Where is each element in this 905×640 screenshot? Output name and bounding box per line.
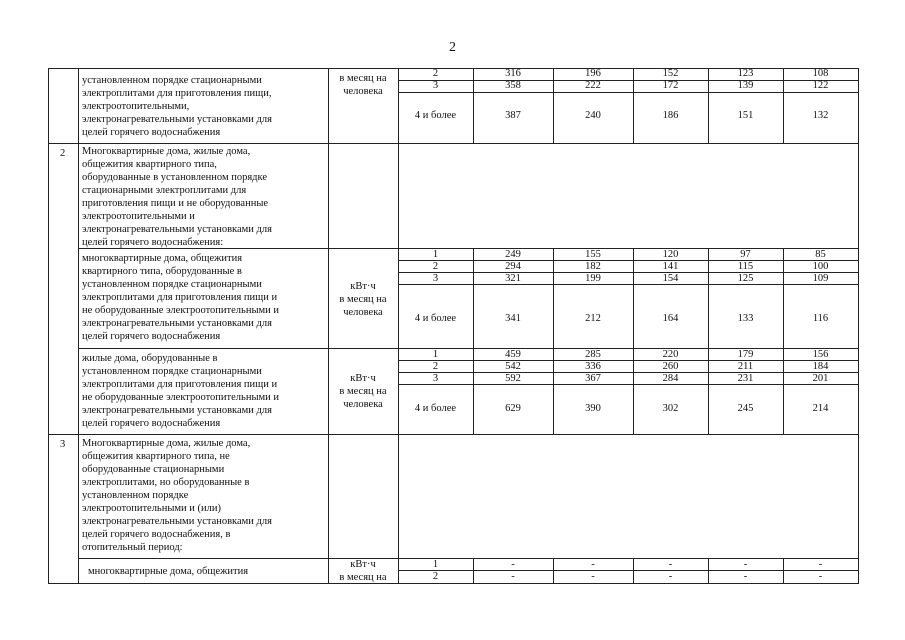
value-cell: 132 <box>812 110 829 121</box>
value-cell: 459 <box>505 349 521 360</box>
rooms-cell: 1 <box>432 559 439 570</box>
text-line: не оборудованные электроотопительными и <box>82 305 280 316</box>
rooms-cell: 1 <box>432 349 439 360</box>
value-cell: 390 <box>585 403 601 414</box>
unit-line: человека <box>343 307 383 318</box>
value-cell: - <box>818 571 823 582</box>
text-line: электроплитами для приготовления пищи, <box>82 88 272 99</box>
section-2-sub2-description <box>82 352 279 430</box>
text-line: целей горячего водоснабжения: <box>82 237 224 248</box>
rooms-cell: 2 <box>432 571 439 582</box>
value-cell: 316 <box>505 68 521 79</box>
value-cell: 249 <box>505 249 521 260</box>
text-line: электроотопительными, <box>82 101 190 112</box>
value-cell: 186 <box>662 110 679 121</box>
value-cell: 321 <box>505 273 521 284</box>
value-cell: - <box>668 571 673 582</box>
value-cell: 182 <box>585 261 601 272</box>
text-line: установленном порядке стационарными <box>82 279 262 290</box>
text-line: установленном порядке <box>82 490 189 501</box>
value-cell: 201 <box>812 373 829 384</box>
value-cell: 367 <box>585 373 601 384</box>
text-line: установленном порядке стационарными <box>82 75 262 86</box>
text-line: многоквартирные дома, общежития <box>82 253 243 264</box>
rooms-cell: 3 <box>432 273 439 284</box>
value-cell: 115 <box>737 261 754 272</box>
value-cell: 211 <box>737 361 754 372</box>
rooms-cell: 2 <box>432 68 439 79</box>
value-cell: 592 <box>505 373 521 384</box>
rooms-cell: 4 и более <box>414 110 457 121</box>
value-cell: 260 <box>662 361 679 372</box>
value-cell: 116 <box>812 313 829 324</box>
value-cell: 139 <box>737 80 754 91</box>
rooms-cell: 3 <box>432 373 439 384</box>
value-cell: 155 <box>585 249 601 260</box>
unit-line: в месяц на <box>339 294 387 305</box>
value-cell: 179 <box>737 349 754 360</box>
text-line: отопительный период: <box>82 542 183 553</box>
text-line: приготовления пищи и не оборудованные <box>82 198 269 209</box>
value-cell: 156 <box>812 349 829 360</box>
value-cell: 196 <box>585 68 601 79</box>
value-cell: 151 <box>737 110 754 121</box>
value-cell: 358 <box>505 80 521 91</box>
text-line: не оборудованные электроотопительными и <box>82 392 280 403</box>
value-cell: 336 <box>585 361 601 372</box>
value-cell: 245 <box>737 403 754 414</box>
value-cell: 125 <box>737 273 754 284</box>
text-line: жилые дома, оборудованные в <box>82 353 218 364</box>
value-cell: 141 <box>662 261 679 272</box>
value-cell: 629 <box>505 403 521 414</box>
value-cell: 164 <box>662 313 679 324</box>
section-2-sub2-unit <box>328 372 398 411</box>
value-cell: 85 <box>815 249 826 260</box>
rooms-cell: 4 и более <box>414 313 457 324</box>
section-2-sub1-unit <box>328 280 398 319</box>
value-cell: - <box>591 559 595 570</box>
value-cell: - <box>818 559 823 570</box>
continued-unit <box>328 72 398 98</box>
text-line: целей горячего водоснабжения <box>82 127 221 138</box>
value-cell: 542 <box>505 361 521 372</box>
text-line: электронагревательными установками для <box>82 405 272 416</box>
text-line: электроплитами, но оборудованные в <box>82 477 250 488</box>
text-line: электронагревательными установками для <box>82 318 272 329</box>
tariff-table <box>48 68 859 584</box>
text-line: Многоквартирные дома, жилые дома, <box>82 146 251 157</box>
section-2-number: 2 <box>60 148 66 159</box>
text-line: электроплитами для приготовления пищи и <box>82 292 278 303</box>
unit-line: кВт·ч <box>350 373 376 384</box>
text-line: целей горячего водоснабжения <box>82 418 221 429</box>
value-cell: 97 <box>740 249 751 260</box>
section-3-sub1-description <box>88 565 248 578</box>
value-cell: 240 <box>585 110 601 121</box>
value-cell: - <box>743 571 748 582</box>
unit-line: человека <box>343 86 383 97</box>
value-cell: 184 <box>812 361 829 372</box>
rooms-cell: 2 <box>432 361 439 372</box>
value-cell: - <box>511 559 515 570</box>
value-cell: - <box>743 559 748 570</box>
value-cell: 214 <box>812 403 829 414</box>
section-2-sub1-description <box>82 252 279 343</box>
value-cell: - <box>591 571 595 582</box>
section-3-description <box>82 437 272 554</box>
text-line: целей горячего водоснабжения, в <box>82 529 231 540</box>
value-cell: 387 <box>505 110 521 121</box>
value-cell: 100 <box>812 261 829 272</box>
text-line: электроплитами для приготовления пищи и <box>82 379 278 390</box>
value-cell: 199 <box>585 273 601 284</box>
rooms-cell: 4 и более <box>414 403 457 414</box>
value-cell: 294 <box>505 261 521 272</box>
value-cell: 123 <box>737 68 754 79</box>
rooms-cell: 2 <box>432 261 439 272</box>
rooms-cell: 3 <box>432 80 439 91</box>
text-line: электроотопительными и (или) <box>82 503 222 514</box>
text-line: электронагревательными установками для <box>82 516 272 527</box>
text-line: электронагревательными установками для <box>82 114 272 125</box>
text-line: оборудованные в установленном порядке <box>82 172 268 183</box>
value-cell: 109 <box>812 273 829 284</box>
value-cell: 284 <box>662 373 679 384</box>
value-cell: 108 <box>812 68 829 79</box>
value-cell: 231 <box>737 373 754 384</box>
text-line: квартирного типа, оборудованные в <box>82 266 242 277</box>
value-cell: 122 <box>812 80 829 91</box>
unit-line: в месяц на <box>339 572 387 583</box>
value-cell: 120 <box>662 249 679 260</box>
value-cell: 154 <box>662 273 679 284</box>
text-line: Многоквартирные дома, жилые дома, <box>82 438 251 449</box>
unit-line: кВт·ч <box>350 559 376 570</box>
value-cell: 222 <box>585 80 601 91</box>
text-line: электронагревательными установками для <box>82 224 272 235</box>
text-line: стационарными электроплитами для <box>82 185 247 196</box>
text-line: электроотопительными и <box>82 211 195 222</box>
section-2-description <box>82 145 272 249</box>
text-line: оборудованные стационарными <box>82 464 225 475</box>
unit-line: в месяц на <box>339 386 387 397</box>
rooms-cell: 1 <box>432 249 439 260</box>
text-line: общежития квартирного типа, <box>82 159 217 170</box>
value-cell: - <box>511 571 515 582</box>
text-line: целей горячего водоснабжения <box>82 331 221 342</box>
continued-description <box>82 74 272 139</box>
unit-line: в месяц на <box>339 73 387 84</box>
value-cell: 212 <box>585 313 601 324</box>
text-line: установленном порядке стационарными <box>82 366 262 377</box>
unit-line: кВт·ч <box>350 281 376 292</box>
value-cell: 341 <box>505 313 521 324</box>
unit-line: человека <box>343 399 383 410</box>
text-line: многоквартирные дома, общежития <box>88 566 249 577</box>
value-cell: 133 <box>737 313 754 324</box>
value-cell: 172 <box>662 80 679 91</box>
value-cell: 302 <box>662 403 679 414</box>
value-cell: 285 <box>585 349 601 360</box>
value-cell: 152 <box>662 68 679 79</box>
page-number: 2 <box>449 40 456 55</box>
text-line: общежития квартирного типа, не <box>82 451 230 462</box>
value-cell: - <box>668 559 673 570</box>
section-3-number: 3 <box>60 439 66 450</box>
value-cell: 220 <box>662 349 679 360</box>
section-3-sub1-unit <box>328 558 398 584</box>
